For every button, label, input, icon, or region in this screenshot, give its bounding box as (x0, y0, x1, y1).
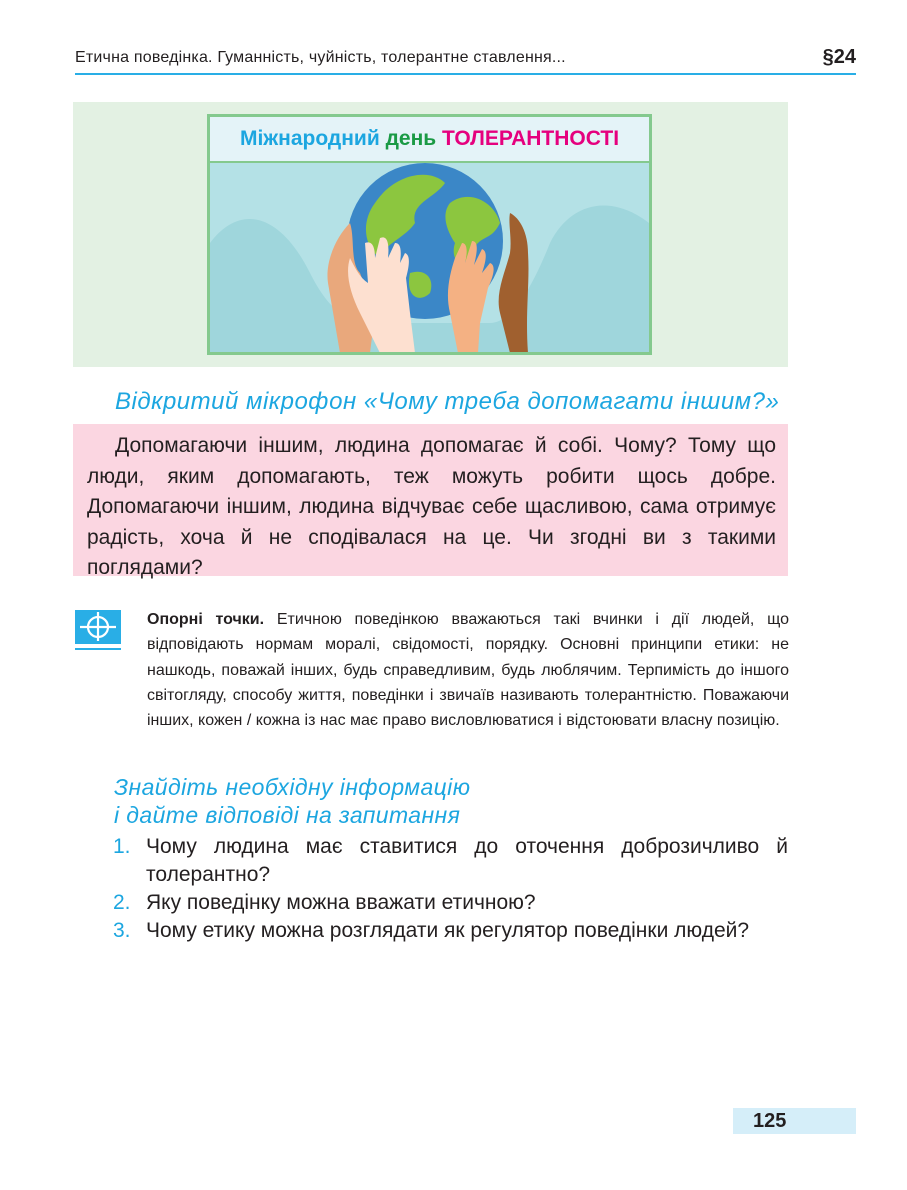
running-title: Етична поведінка. Гуманність, чуйність, толерантне ставлення... (75, 49, 566, 66)
question-number: 2. (113, 891, 131, 914)
question-item (113, 889, 788, 917)
key-points-text: Етичною поведінкою вважаються такі вчинки і дії людей, що відповідають нормам моралі, свідомості, порядку. Основні принципи етики: не нашкодь, поважай інших, будь справедливим, будь люблячим. Терпимість до іншого світогляду, способу життя, поведінки і звичаїв називають толерантністю. Поважаючи інших, кожен / кожна із нас має право висловлюватися і відстоювати власну позицію. (147, 611, 789, 730)
open-mic-text: Допомагаючи іншим, людина допомагає й собі. Чому? Тому що люди, яким допомагають, теж можуть робити щось добре. Допомагаючи іншим, людина відчуває себе щасливою, сама отримує радість, хоча й не сподівалася на це. Чи згодні ви з такими поглядами? (87, 434, 776, 579)
globe-held-by-hands (210, 163, 649, 353)
poster-word-day: день (385, 127, 437, 150)
question-number: 3. (113, 919, 131, 942)
hero-illustration-panel (73, 102, 788, 367)
target-icon (75, 610, 121, 654)
open-mic-heading: Відкритий мікрофон «Чому треба допомагати іншим?» (115, 388, 780, 415)
question-list (113, 833, 788, 945)
tolerance-day-poster (207, 114, 652, 355)
question-number: 1. (113, 835, 131, 858)
question-item (113, 917, 788, 945)
key-points-label: Опорні точки. (147, 611, 265, 628)
open-mic-box (73, 424, 788, 579)
task-heading-line-2: і дайте відповіді на запитання (114, 802, 461, 828)
question-text: Чому людина має ставитися до оточення доброзичливо й толерантно? (146, 835, 788, 886)
key-points-paragraph (147, 607, 789, 733)
poster-word-tolerance: ТОЛЕРАНТНОСТІ (442, 127, 620, 150)
page-number: 125 (733, 1108, 856, 1134)
question-item (113, 833, 788, 889)
question-text: Чому етику можна розглядати як регулятор поведінки людей? (146, 919, 750, 942)
task-heading (114, 773, 470, 829)
question-text: Яку поведінку можна вважати етичною? (146, 891, 536, 914)
poster-word-international: Міжнародний (239, 127, 380, 150)
section-number: §24 (822, 46, 856, 68)
poster-banner (210, 117, 649, 163)
running-header (75, 45, 856, 75)
task-heading-line-1: Знайдіть необхідну інформацію (114, 774, 471, 800)
